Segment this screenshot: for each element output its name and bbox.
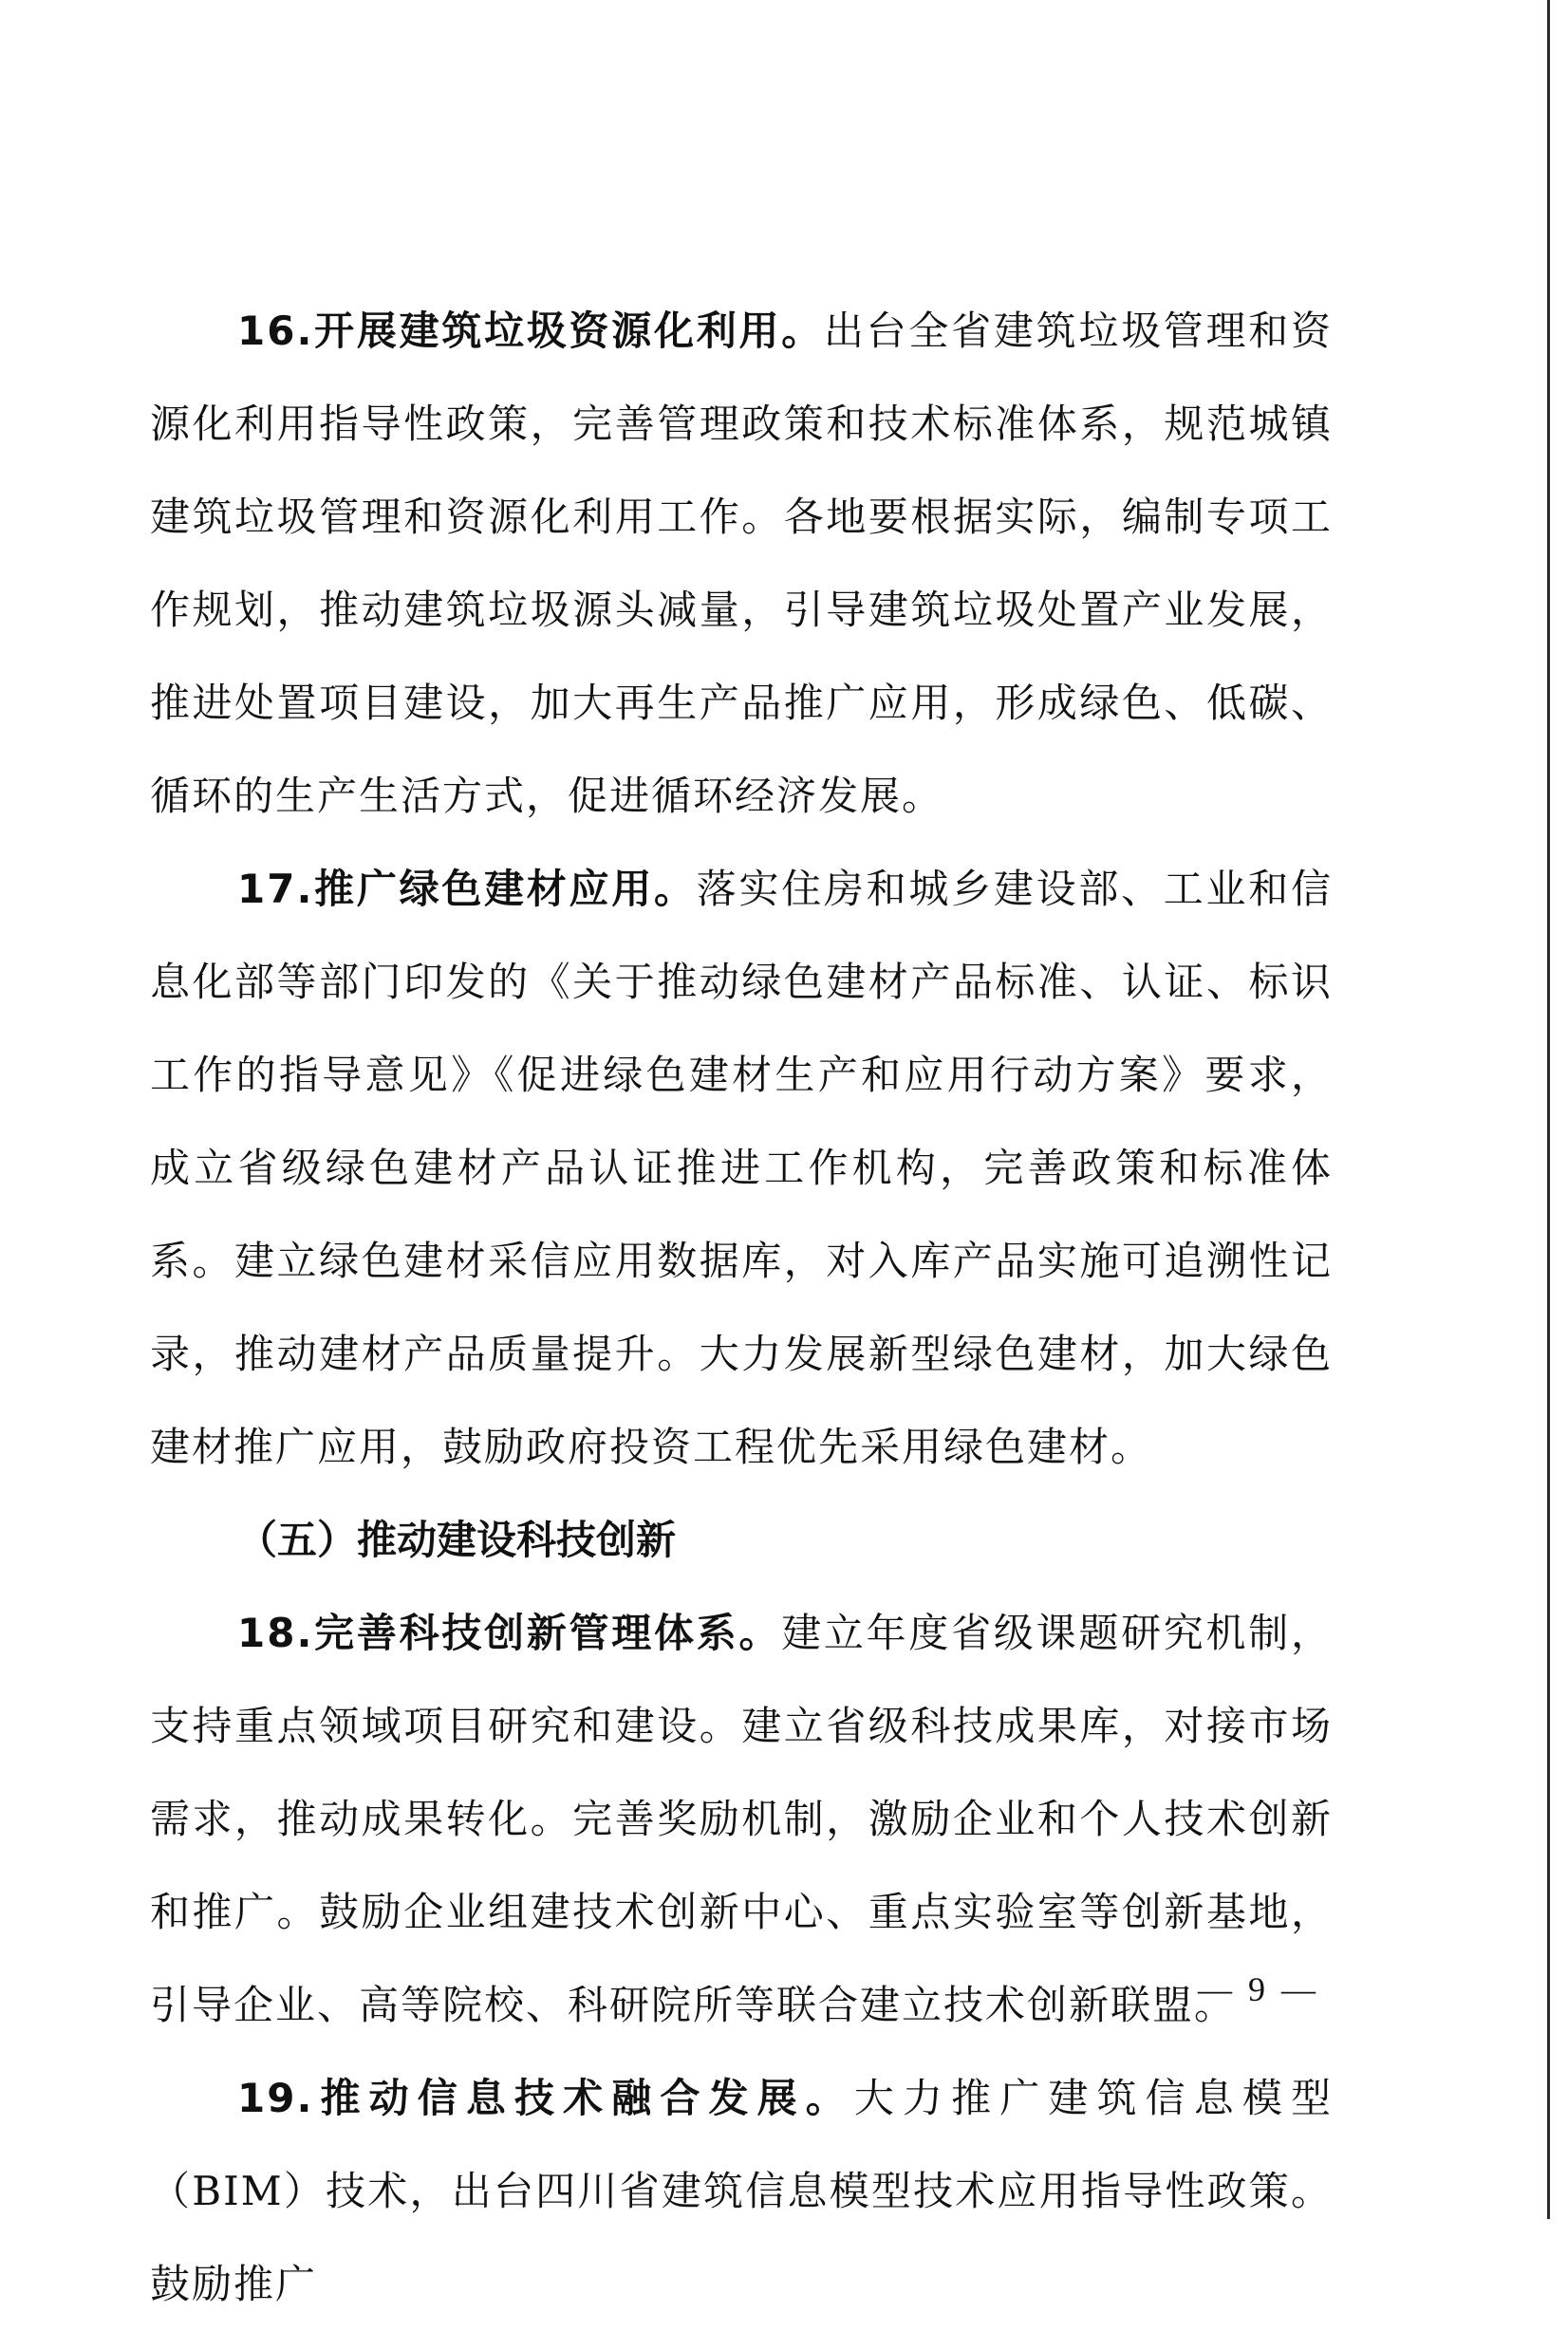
scan-edge-line — [1547, 0, 1550, 2219]
paragraph-17-lead: 17.推广绿色建材应用。 — [237, 866, 697, 912]
paragraph-19 — [150, 2052, 1333, 2331]
paragraph-17-text: 落实住房和城乡建设部、工业和信息化部等部门印发的《关于推动绿色建材产品标准、认证、标识工作的指导意见》《促进绿色建材生产和应用行动方案》要求，成立省级绿色建材产品认证推进工作机构，完善政策和标准体系。建立绿色建材采信应用数据库，对入库产品实施可追溯性记录，推动建材产品质量提升。大力发展新型绿色建材，加大绿色建材推广应用，鼓励政府投资工程优先采用绿色建材。 — [150, 866, 1333, 1470]
document-body — [150, 285, 1333, 2331]
section-heading: （五）推动建设科技创新 — [237, 1517, 677, 1563]
page-number: — 9 — — [1198, 1970, 1319, 2008]
paragraph-18 — [150, 1587, 1333, 2052]
paragraph-18-lead: 18.完善科技创新管理体系。 — [237, 1610, 782, 1656]
paragraph-16-lead: 16.开展建筑垃圾资源化利用。 — [237, 308, 824, 354]
paragraph-18-text: 建立年度省级课题研究机制，支持重点领域项目研究和建设。建立省级科技成果库，对接市场需求，推动成果转化。完善奖励机制，激励企业和个人技术创新和推广。鼓励企业组建技术创新中心、重点实验室等创新基地，引导企业、高等院校、科研院所等联合建立技术创新联盟。 — [150, 1610, 1333, 2028]
paragraph-17 — [150, 843, 1333, 1494]
paragraph-16-text: 出台全省建筑垃圾管理和资源化利用指导性政策，完善管理政策和技术标准体系，规范城镇建筑垃圾管理和资源化利用工作。各地要根据实际，编制专项工作规划，推动建筑垃圾源头减量，引导建筑垃圾处置产业发展，推进处置项目建设，加大再生产品推广应用，形成绿色、低碳、循环的生产生活方式，促进循环经济发展。 — [150, 308, 1333, 819]
paragraph-19-text: 大力推广建筑信息模型（BIM）技术，出台四川省建筑信息模型技术应用指导性政策。鼓励推广 — [150, 2075, 1333, 2307]
paragraph-19-lead: 19.推动信息技术融合发展。 — [237, 2075, 854, 2121]
paragraph-16 — [150, 285, 1333, 843]
